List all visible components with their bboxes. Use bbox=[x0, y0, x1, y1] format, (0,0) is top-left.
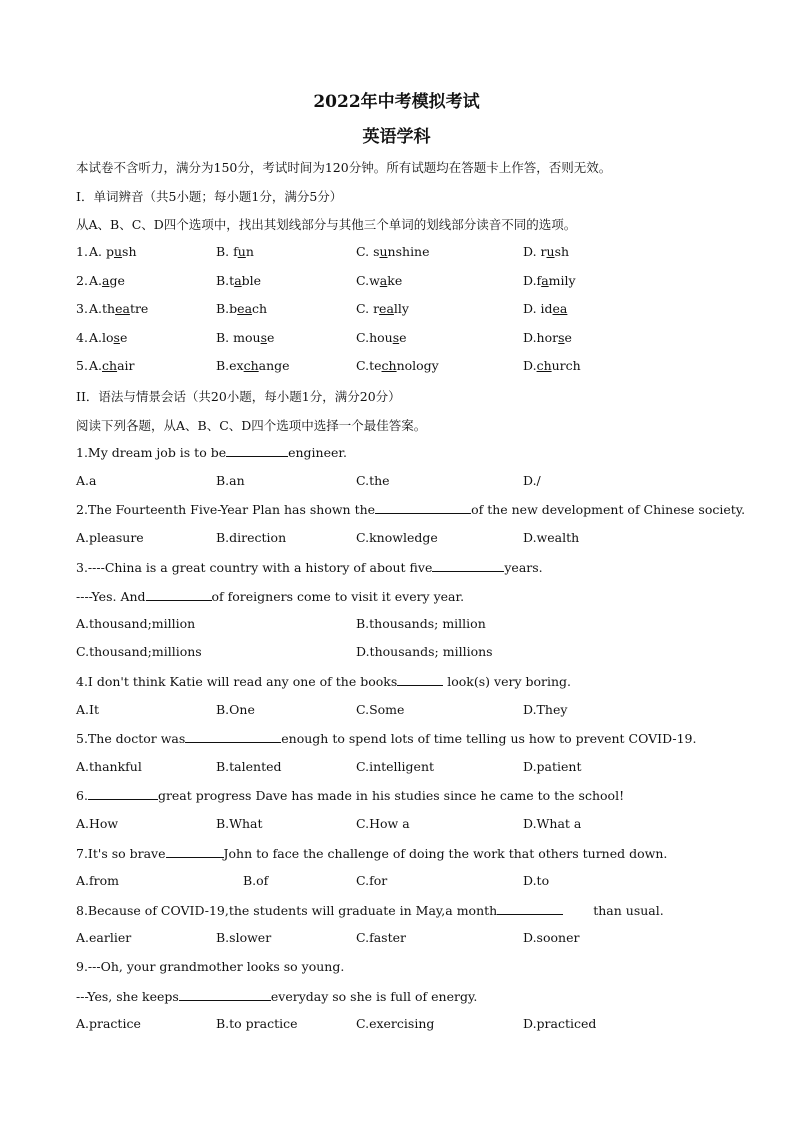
question-number: 2. bbox=[76, 273, 88, 288]
underlined-part: ch bbox=[102, 358, 118, 373]
question-number: 4. bbox=[76, 330, 88, 345]
question-text: ---Yes, she keeps bbox=[76, 989, 179, 1004]
question-number: 1. bbox=[76, 244, 88, 259]
section1-heading: I．单词辨音（共5小题；每小题1分，满分5分） bbox=[76, 189, 343, 204]
question-text: 9.---Oh, your grandmother looks so young. bbox=[76, 959, 345, 974]
question-text: great progress Dave has made in his studies since he came to the school! bbox=[157, 788, 625, 803]
answer-option: B. fun bbox=[216, 244, 254, 259]
answer-blank bbox=[185, 730, 281, 743]
underlined-part: ea bbox=[379, 301, 394, 316]
answer-blank bbox=[179, 988, 271, 1001]
answer-option: B.talented bbox=[216, 759, 282, 774]
underlined-part: a bbox=[234, 273, 242, 288]
underlined-part: ch bbox=[381, 358, 397, 373]
answer-blank bbox=[432, 559, 504, 572]
answer-option: B.One bbox=[216, 702, 255, 717]
underlined-part: u bbox=[379, 244, 388, 259]
answer-option: A.a bbox=[76, 473, 97, 488]
question-number: 5. bbox=[76, 358, 88, 373]
exam-intro: 本试卷不含听力，满分为150分，考试时间为120分钟。所有试题均在答题卡上作答，否则无效。 bbox=[76, 160, 612, 175]
answer-option: B.of bbox=[243, 873, 269, 888]
question-text: everyday so she is full of energy. bbox=[270, 989, 478, 1004]
answer-option: B.table bbox=[216, 273, 262, 288]
answer-option: A. push bbox=[89, 244, 137, 259]
answer-blank bbox=[88, 787, 158, 800]
answer-option: C.wake bbox=[356, 273, 403, 288]
answer-option: C. really bbox=[356, 301, 409, 316]
answer-blank bbox=[166, 845, 224, 858]
question-text: 6. bbox=[76, 788, 88, 803]
answer-option: A.chair bbox=[89, 358, 135, 373]
answer-option: C.for bbox=[356, 873, 388, 888]
answer-option: D.sooner bbox=[523, 930, 580, 945]
answer-option: D.practiced bbox=[523, 1016, 597, 1031]
answer-blank bbox=[397, 673, 443, 686]
underlined-part: u bbox=[546, 244, 555, 259]
answer-option: D.thousands; millions bbox=[356, 644, 493, 659]
answer-option: C.exercising bbox=[356, 1016, 435, 1031]
section2-instruction: 阅读下列各题，从A、B、C、D四个选项中选择一个最佳答案。 bbox=[76, 418, 427, 433]
answer-option: A.thousand;million bbox=[76, 616, 196, 631]
question-4 bbox=[76, 673, 571, 689]
answer-option: D.They bbox=[523, 702, 568, 717]
answer-option: A.from bbox=[76, 873, 119, 888]
question-text: 8.Because of COVID-19,the students will graduate in May,a month bbox=[76, 903, 498, 918]
answer-option: D.What a bbox=[523, 816, 582, 831]
question-text: 3.----China is a great country with a history of about five bbox=[76, 560, 433, 575]
answer-option: D.wealth bbox=[523, 530, 580, 545]
answer-option: D.horse bbox=[523, 330, 572, 345]
question-text: years. bbox=[504, 560, 543, 575]
underlined-part: s bbox=[260, 330, 267, 345]
question-9-reply bbox=[76, 988, 477, 1004]
question-text: 4.I don't think Katie will read any one of the books bbox=[76, 674, 398, 689]
answer-option: A.How bbox=[76, 816, 119, 831]
answer-option: C.faster bbox=[356, 930, 406, 945]
answer-option: D. rush bbox=[523, 244, 570, 259]
answer-option: D.family bbox=[523, 273, 576, 288]
answer-option: D./ bbox=[523, 473, 541, 488]
answer-option: B.What bbox=[216, 816, 263, 831]
exam-title: 2022年中考模拟考试 bbox=[313, 92, 480, 112]
answer-option: B.slower bbox=[216, 930, 272, 945]
answer-option: C.knowledge bbox=[356, 530, 438, 545]
underlined-part: s bbox=[558, 330, 565, 345]
question-text: of the new development of Chinese society. bbox=[471, 502, 746, 517]
answer-option: B. mouse bbox=[216, 330, 275, 345]
underlined-part: ch bbox=[243, 358, 259, 373]
question-text: than usual. bbox=[593, 903, 664, 918]
answer-option: B.exchange bbox=[216, 358, 290, 373]
answer-option: C.Some bbox=[356, 702, 405, 717]
underlined-part: a bbox=[102, 273, 110, 288]
answer-option: D. idea bbox=[523, 301, 568, 316]
answer-option: C.thousand;millions bbox=[76, 644, 202, 659]
question-text: 5.The doctor was bbox=[76, 731, 186, 746]
question-8 bbox=[76, 902, 664, 918]
question-text: John to face the challenge of doing the work that others turned down. bbox=[223, 846, 668, 861]
answer-option: C.house bbox=[356, 330, 407, 345]
question-7 bbox=[76, 845, 667, 861]
answer-option: C. sunshine bbox=[356, 244, 430, 259]
question-number: 3. bbox=[76, 301, 88, 316]
question-text: ----Yes. And bbox=[76, 589, 146, 604]
answer-option: B.to practice bbox=[216, 1016, 298, 1031]
answer-option: A.It bbox=[76, 702, 99, 717]
answer-blank bbox=[146, 588, 212, 601]
answer-option: C.technology bbox=[356, 358, 439, 373]
answer-option: A.earlier bbox=[76, 930, 132, 945]
underlined-part: s bbox=[392, 330, 400, 345]
question-text: engineer. bbox=[288, 445, 347, 460]
answer-option: A.lose bbox=[89, 330, 128, 345]
answer-option: A.theatre bbox=[89, 301, 149, 316]
answer-blank bbox=[375, 501, 471, 514]
underlined-part: a bbox=[379, 273, 388, 288]
underlined-part: s bbox=[113, 330, 120, 345]
question-text: 2.The Fourteenth Five-Year Plan has shown the bbox=[76, 502, 376, 517]
answer-option: D.to bbox=[523, 873, 550, 888]
question-text: enough to spend lots of time telling us how to prevent COVID-19. bbox=[281, 731, 697, 746]
underlined-part: ea bbox=[552, 301, 568, 316]
question-text: of foreigners come to visit it every year. bbox=[211, 589, 465, 604]
answer-option: D.church bbox=[523, 358, 581, 373]
answer-option: B.direction bbox=[216, 530, 287, 545]
question-text: look(s) very boring. bbox=[443, 674, 571, 689]
question-text: 7.It's so brave bbox=[76, 846, 166, 861]
answer-option: B.thousands; million bbox=[356, 616, 486, 631]
answer-blank bbox=[226, 444, 288, 457]
underlined-part: ea bbox=[115, 301, 130, 316]
question-3 bbox=[76, 559, 543, 575]
underlined-part: a bbox=[541, 273, 549, 288]
answer-option: B.an bbox=[216, 473, 245, 488]
answer-blank bbox=[497, 902, 563, 915]
question-1 bbox=[76, 444, 347, 460]
question-2 bbox=[76, 501, 745, 517]
exam-subject: 英语学科 bbox=[362, 127, 431, 147]
question-5 bbox=[76, 730, 696, 746]
underlined-part: ch bbox=[536, 358, 552, 373]
question-3-reply bbox=[76, 588, 464, 604]
answer-option: B.beach bbox=[216, 301, 268, 316]
underlined-part: u bbox=[113, 244, 123, 259]
underlined-part: ea bbox=[237, 301, 253, 316]
underlined-part: u bbox=[237, 244, 246, 259]
answer-option: A.thankful bbox=[76, 759, 142, 774]
answer-option: C.the bbox=[356, 473, 390, 488]
answer-option: D.patient bbox=[523, 759, 582, 774]
answer-option: A.age bbox=[89, 273, 125, 288]
answer-option: A.pleasure bbox=[76, 530, 144, 545]
answer-option: C.How a bbox=[356, 816, 410, 831]
question-text: 1.My dream job is to be bbox=[76, 445, 227, 460]
section2-heading: II．语法与情景会话（共20小题，每小题1分，满分20分） bbox=[76, 389, 401, 404]
answer-option: C.intelligent bbox=[356, 759, 435, 774]
section1-instruction: 从A、B、C、D四个选项中，找出其划线部分与其他三个单词的划线部分读音不同的选项。 bbox=[76, 217, 577, 232]
question-6 bbox=[76, 787, 624, 803]
question-9 bbox=[76, 959, 344, 974]
answer-option: A.practice bbox=[76, 1016, 141, 1031]
